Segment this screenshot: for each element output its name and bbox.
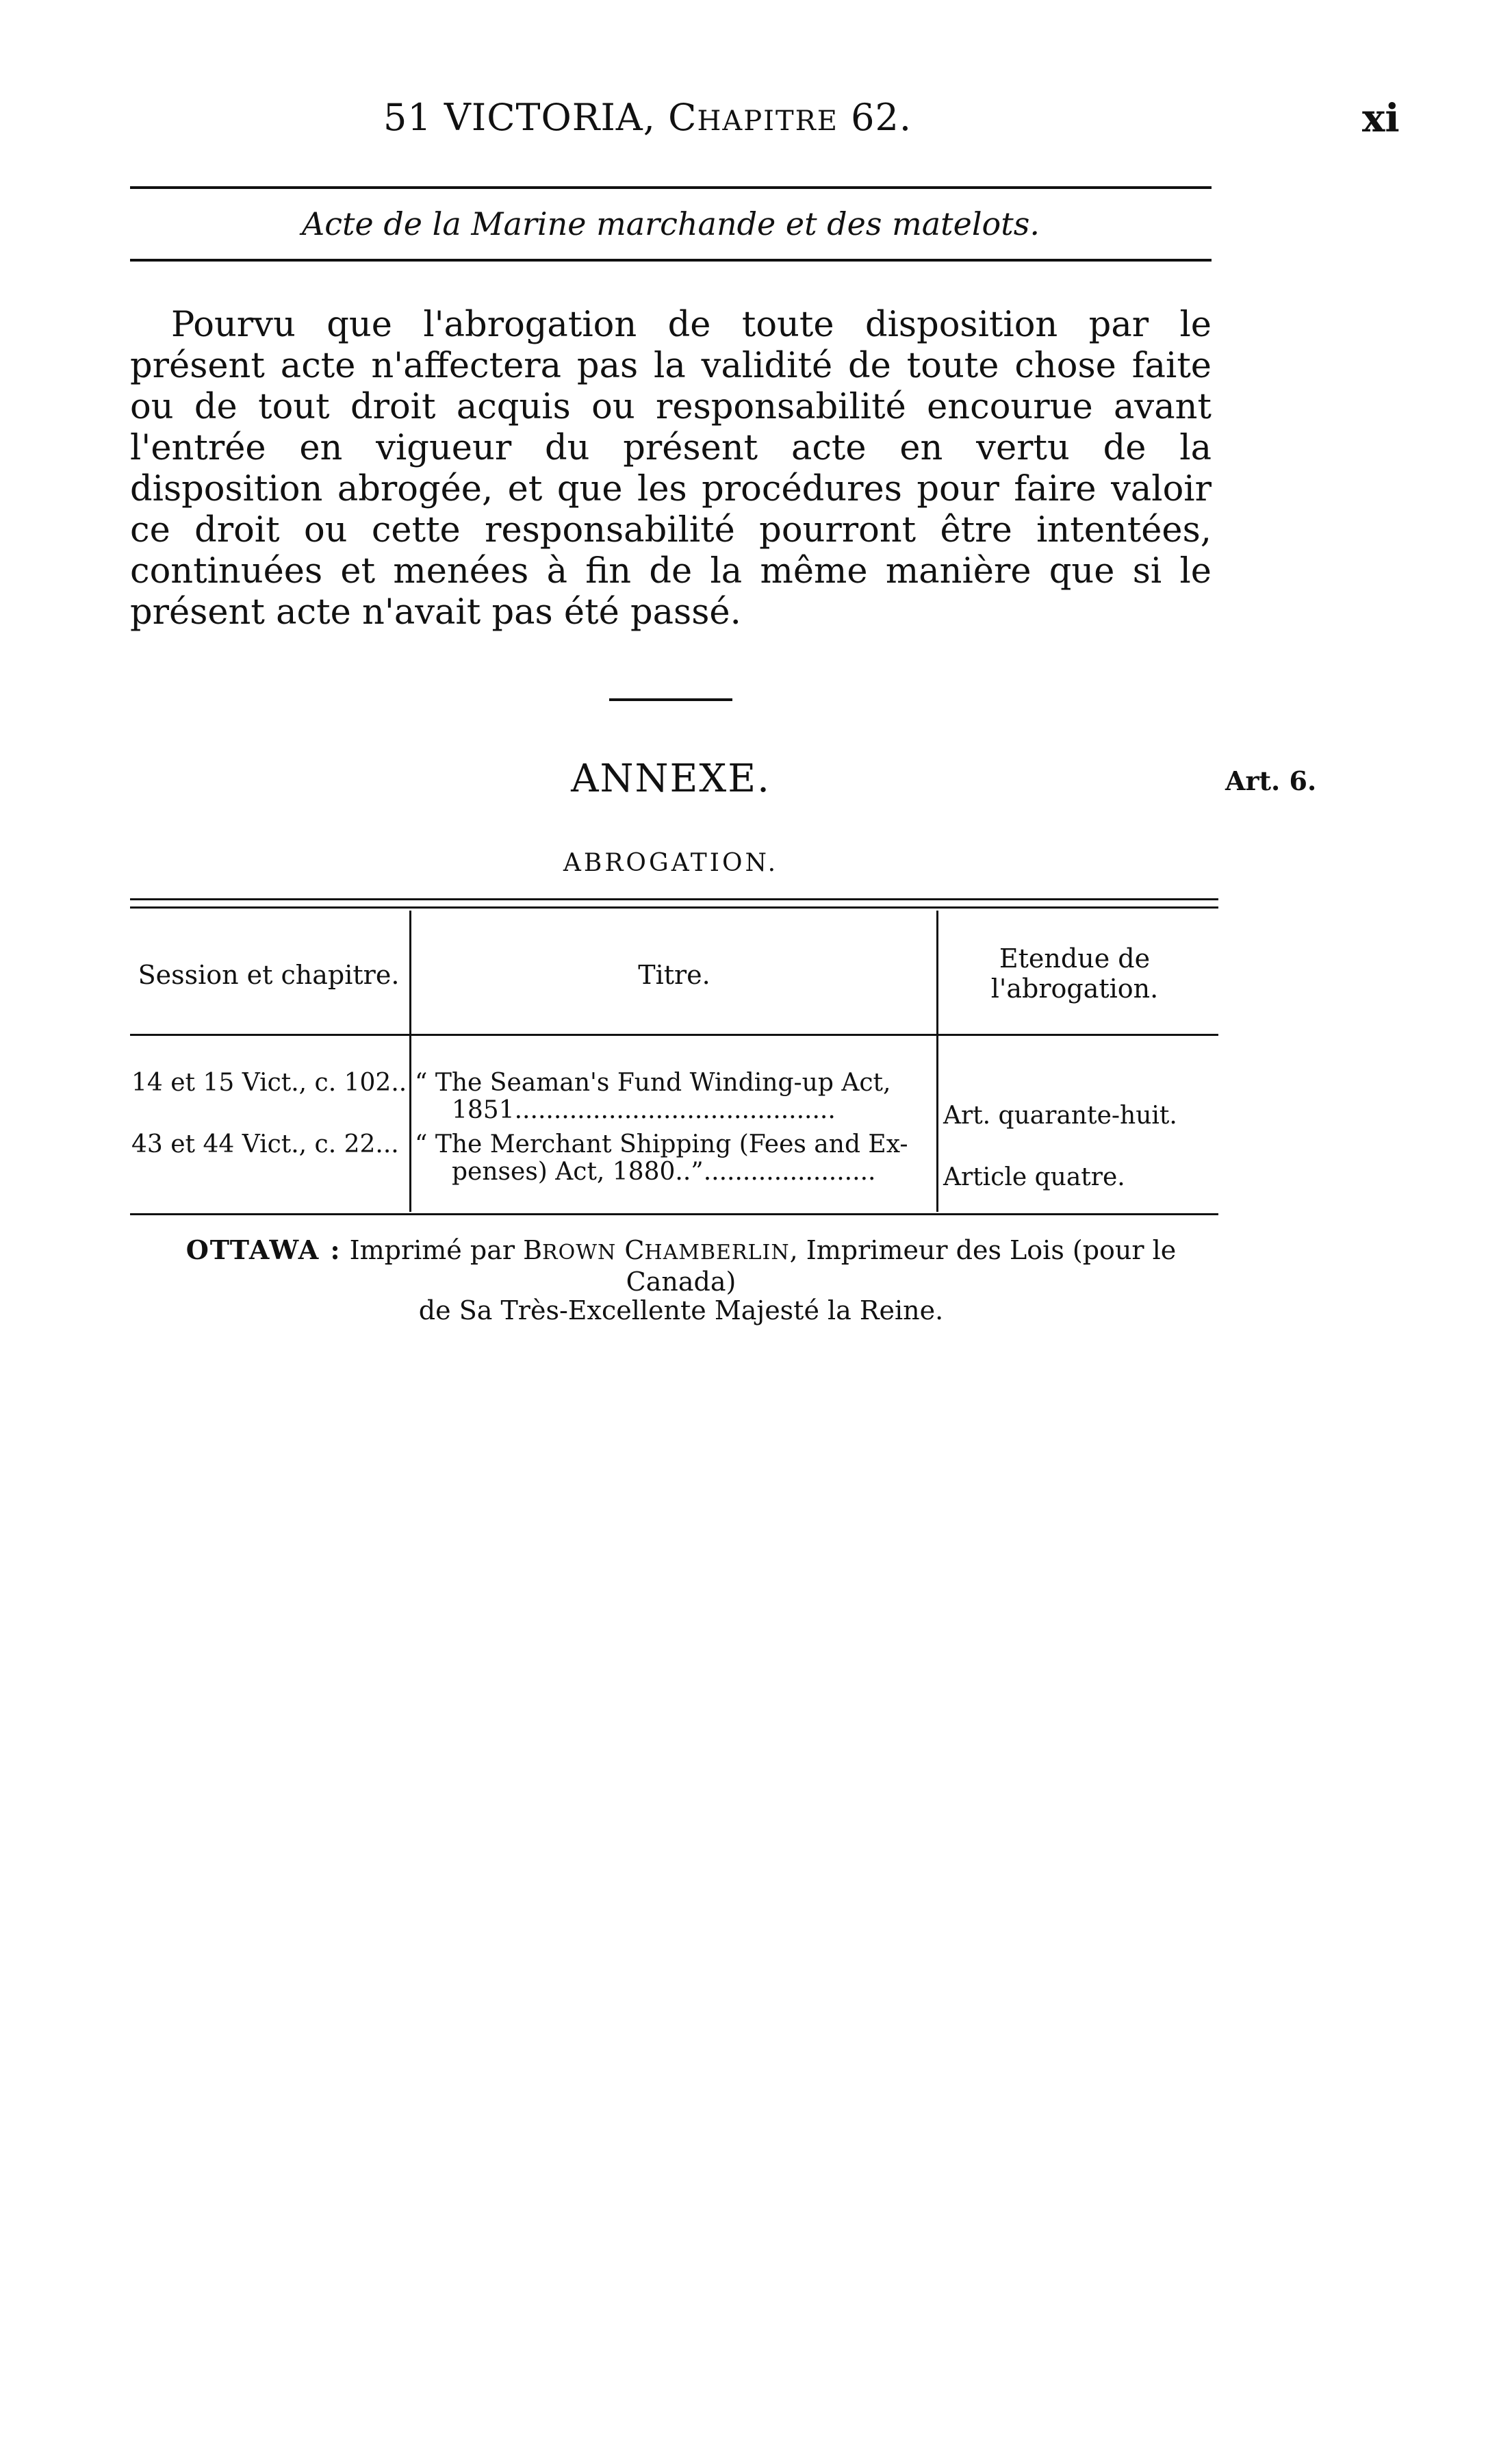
- imprint-text: Imprimé par B: [341, 1235, 543, 1265]
- row-session-cell: 14 et 15 Vict., c. 102..: [131, 1069, 407, 1097]
- header-title-smallcaps: HAPITRE: [697, 105, 838, 137]
- body-paragraph: Pourvu que l'abrogation de toute disposition par le présent acte n'affectera pas la validité de toute chose faite ou de tout droit acquis ou responsabilité encourue avant l'entrée en vigueur du présent acte en vertu de la disposition abrogée, et que les procédures pour faire valoir ce droit ou cette responsabilité pourront être intentées, continuées et menées à fin de la même manière que si le présent acte n'avait pas été passé.: [130, 305, 1212, 633]
- row-extent-cell: Art. quarante-huit.: [943, 1102, 1177, 1130]
- imprint-line-2: de Sa Très-Excellente Majesté la Reine.: [418, 1295, 944, 1325]
- act-subtitle: Acte de la Marine marchande et des matelots.: [302, 205, 1040, 242]
- header-title-prefix: 51 VICTORIA, C: [383, 96, 697, 139]
- imprint-text: C: [616, 1235, 645, 1265]
- column-header-extent: Etendue de l'abrogation.: [990, 943, 1159, 1004]
- annex-heading: ANNEXE.: [571, 757, 771, 801]
- row-session-cell: 43 et 44 Vict., c. 22...: [131, 1130, 399, 1158]
- table-column-divider: [409, 911, 411, 1212]
- table-column-divider: [936, 911, 938, 1212]
- subtitle-rule: [130, 259, 1212, 262]
- margin-article-reference: Art. 6.: [1225, 765, 1317, 796]
- imprint-printer-smallcaps: ROWN: [542, 1241, 617, 1265]
- table-bottom-rule: [130, 1213, 1218, 1215]
- row-title-cell-line2: penses) Act, 1880..”......................: [452, 1158, 876, 1186]
- header-rule: [130, 186, 1212, 189]
- table-top-rule-inner: [130, 906, 1218, 909]
- imprint-text: , Imprimeur des Lois (pour le Canada): [626, 1235, 1177, 1297]
- imprint-footer: [130, 1236, 1232, 1325]
- column-header-title: Titre.: [638, 960, 710, 990]
- row-title-cell-line2: 1851.........................................: [452, 1096, 836, 1124]
- column-header-session: Session et chapitre.: [138, 960, 400, 990]
- table-top-rule: [130, 898, 1218, 900]
- row-title-cell-line1: “ The Seaman's Fund Winding-up Act,: [415, 1069, 891, 1097]
- page-number: xi: [1362, 96, 1400, 141]
- table-header-rule: [130, 1034, 1218, 1036]
- header-title-suffix: 62.: [838, 96, 912, 139]
- section-divider: [609, 698, 732, 701]
- abrogation-subheading: ABROGATION.: [563, 849, 779, 877]
- imprint-line-1: [130, 1236, 1232, 1296]
- row-title-cell-line1: “ The Merchant Shipping (Fees and Ex-: [415, 1130, 908, 1158]
- row-extent-cell: Article quatre.: [943, 1163, 1125, 1191]
- running-header: [383, 96, 912, 139]
- imprint-city: OTTAWA :: [185, 1234, 342, 1265]
- imprint-printer-smallcaps: HAMBERLIN: [644, 1241, 790, 1265]
